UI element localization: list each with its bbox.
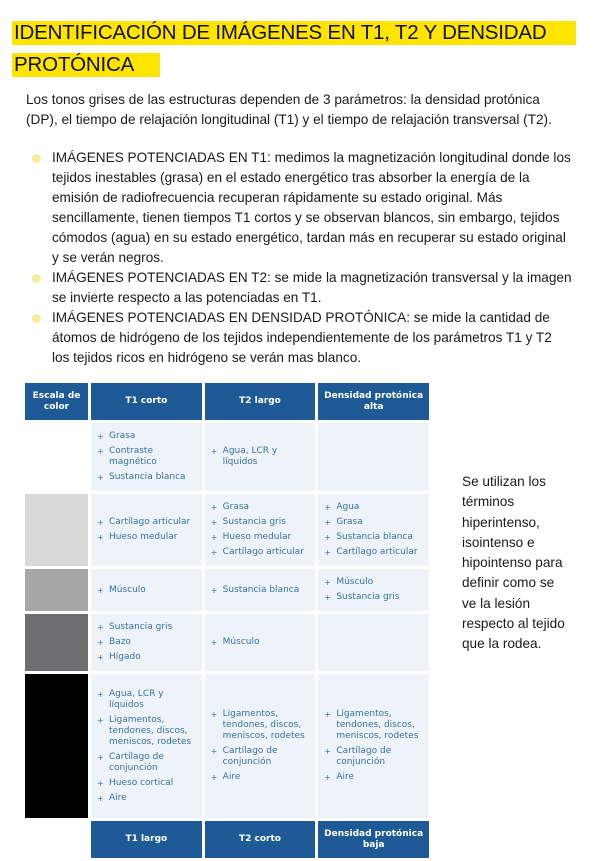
footer-t2-short: T2 corto [205,821,316,858]
list-item: + Sustancia blanca [95,472,198,483]
bullet-text-dp: IMÁGENES POTENCIADAS EN DENSIDAD PROTÓNICA: se mide la cantidad de átomos de hidrógeno de los tejidos independientemente de los parámetros T1 y T2 los tejidos ricos en hidrógeno se verán mas blanco. [52,310,552,365]
list-item: + Hueso cortical [95,778,198,789]
bullet-dot-icon [32,154,41,163]
title-text-2: PROTÓNICA [12,53,160,77]
side-note: Se utilizan los términos hiperintenso, isointenso e hipointenso para definir como se ve la lesión respecto al tejido que la rodea. [462,474,565,652]
title-line-2 [12,53,160,77]
cell-t1 [91,674,202,818]
list-item: + Ligamentos, tendones, discos, meniscos, rodetes [322,709,425,742]
list-item: + Sustancia gris [209,517,312,528]
cell-dp [318,494,429,566]
list-item: + Sustancia blanca [322,532,425,543]
header-scale: Escala de color [25,383,88,420]
bullet-item-t1 [52,148,572,268]
footer-blank [25,821,88,858]
cell-t2 [205,569,316,611]
bullet-list [52,148,572,368]
list-item: + Agua [322,502,425,513]
table-row [25,674,429,818]
bullet-text-t2: IMÁGENES POTENCIADAS EN T2: se mide la magnetización transversal y la imagen se invierte respecto a las potenciadas en T1. [52,270,572,305]
title-line-1 [12,21,576,45]
bullet-item-t2 [52,268,572,308]
cell-t2 [205,494,316,566]
title-text-1: IDENTIFICACIÓN DE IMÁGENES EN T1, T2 Y DENSIDAD [12,21,576,45]
bullet-dot-icon [32,314,41,323]
color-swatch-white [25,423,88,491]
list-item: + Cartílago articular [322,547,425,558]
cell-t2 [205,614,316,671]
list-item: + Músculo [95,585,198,596]
cell-dp [318,569,429,611]
list-item: + Sustancia gris [95,622,198,633]
list-item: + Cartílago articular [209,547,312,558]
list-item: + Cartílago de conjunción [322,746,425,768]
list-item: + Agua, LCR y líquidos [95,689,198,711]
cell-t1 [91,423,202,491]
cell-dp [318,674,429,818]
bullet-item-dp [52,308,572,368]
cell-t2 [205,423,316,491]
header-t1-short: T1 corto [91,383,202,420]
table-row [25,494,429,566]
cell-dp [318,614,429,671]
list-item: + Contraste magnético [95,446,198,468]
intro-paragraph: Los tonos grises de las estructuras dependen de 3 parámetros: la densidad protónica (DP), el tiempo de relajación longitudinal (T1) y el tiempo de relajación transversal (T2). [26,92,552,127]
list-item: + Ligamentos, tendones, discos, meniscos, rodetes [95,715,198,748]
list-item: + Cartílago de conjunción [95,752,198,774]
table-row [25,423,429,491]
list-item: + Cartílago articular [95,517,198,528]
list-item: + Sustancia gris [322,592,425,603]
list-item: + Músculo [322,577,425,588]
list-item: + Cartílago de conjunción [209,746,312,768]
list-item: + Aire [322,772,425,783]
list-item: + Hueso medular [95,532,198,543]
list-item: + Aire [95,793,198,804]
color-swatch-mid-gray [25,569,88,611]
table-row [25,614,429,671]
list-item: + Hígado [95,652,198,663]
list-item: + Grasa [322,517,425,528]
list-item: + Ligamentos, tendones, discos, meniscos, rodetes [209,709,312,742]
list-item: + Músculo [209,637,312,648]
color-swatch-dark-gray [25,614,88,671]
list-item: + Grasa [95,431,198,442]
cell-t2 [205,674,316,818]
list-item: + Bazo [95,637,198,648]
footer-dp-low: Densidad protónica baja [318,821,429,858]
list-item: + Agua, LCR y líquidos [209,446,312,468]
table-row [25,569,429,611]
list-item: + Hueso medular [209,532,312,543]
list-item: + Grasa [209,502,312,513]
list-item: + Aire [209,772,312,783]
footer-t1-long: T1 largo [91,821,202,858]
bullet-text-t1: IMÁGENES POTENCIADAS EN T1: medimos la magnetización longitudinal donde los tejidos inestables (grasa) en el estado energético tras absorber la energía de la emisión de radiofrecuencia recuperan rápidamente su estado original. Más sencillamente, tienen tiempos T1 cortos y se observan blancos, sin embargo, tejidos cómodos (agua) en su estado energético, tardan más en recuperar su estado original y se verán negros. [52,150,571,265]
table-footer-row [25,821,429,858]
intensity-table [22,380,432,861]
list-item: + Sustancia blanca [209,585,312,596]
table-header-row [25,383,429,420]
cell-t1 [91,614,202,671]
header-t2-long: T2 largo [205,383,316,420]
bullet-dot-icon [32,274,41,283]
cell-dp [318,423,429,491]
color-swatch-black [25,674,88,818]
color-swatch-light-gray [25,494,88,566]
cell-t1 [91,569,202,611]
header-dp-high: Densidad protónica alta [318,383,429,420]
cell-t1 [91,494,202,566]
